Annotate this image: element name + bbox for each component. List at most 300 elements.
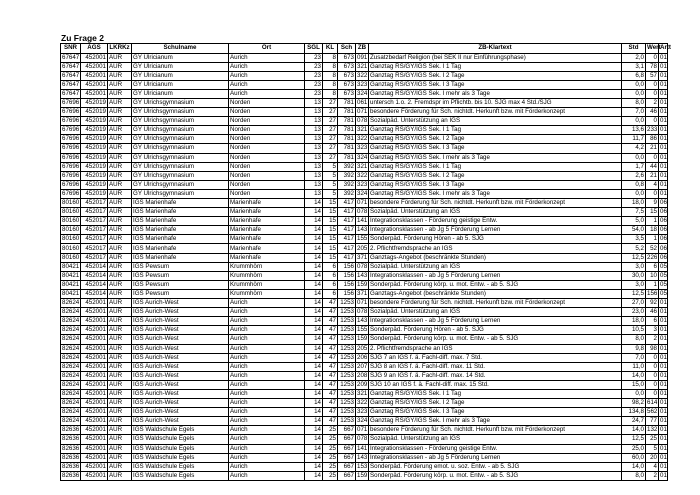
cell-schulname: IGS Aurich-West	[132, 353, 229, 362]
cell-kl: 47	[323, 326, 338, 335]
table-row	[61, 380, 668, 389]
cell-snr: 82624	[62, 335, 80, 343]
cell-ort: Aurich	[229, 417, 305, 426]
cell-lkrkz: AUR	[108, 89, 132, 98]
cell-kl: 47	[323, 380, 338, 389]
table-row	[61, 389, 668, 398]
cell-ort: Aurich	[229, 426, 305, 435]
cell-ort: Aurich	[229, 408, 305, 417]
cell-zb: 322	[357, 135, 368, 143]
cell-zb-klartext: untersch 1.o. 2. Fremdspr im Pflichtb. bis 10. SJG max 4 Std./SJG	[369, 98, 622, 107]
cell-sgl: 14	[305, 389, 323, 398]
cell-sch: 781	[338, 144, 356, 153]
cell-std: 0,0	[622, 117, 646, 126]
cell-snr: 82624	[62, 399, 80, 407]
cell-lkrkz: AUR	[108, 271, 132, 280]
cell-zb: 159	[357, 335, 368, 343]
cell-std: 30,0	[622, 271, 646, 280]
cell-zb-klartext: besondere Förderung für Sch. nichtdt. Herkunft bzw. mit Förderkonzept	[369, 199, 622, 208]
cell-zb: 141	[357, 444, 368, 452]
cell-schulname: IGS Aurich-West	[132, 417, 229, 426]
cell-artt: 01	[660, 390, 667, 398]
cell-artt: 05	[660, 280, 667, 288]
cell-ort: Aurich	[229, 80, 305, 89]
cell-schulname: GY Ulricianum	[132, 62, 229, 71]
cell-artt: 01	[660, 344, 667, 352]
cell-ags: 452017	[81, 217, 108, 226]
cell-lkrkz: AUR	[108, 308, 132, 317]
cell-kl: 5	[323, 189, 338, 198]
cell-artt: 01	[660, 380, 667, 388]
cell-schulname: GY Ulricianum	[132, 53, 229, 62]
cell-sgl: 14	[305, 326, 323, 335]
table-row	[61, 180, 668, 189]
cell-schulname: IGS Waldschule Egels	[132, 471, 229, 480]
cell-snr: 67696	[62, 162, 80, 170]
cell-ags: 452017	[81, 235, 108, 244]
cell-lkrkz: AUR	[108, 262, 132, 271]
cell-ort: Krummhörn	[229, 280, 305, 289]
cell-ags: 452001	[81, 435, 108, 444]
cell-zb-klartext: Ganztag RS/GY/IGS Sek. I 3 Tage	[369, 144, 622, 153]
cell-std: 0,0	[622, 153, 646, 162]
cell-zb: 208	[357, 371, 368, 379]
cell-ags: 452001	[81, 62, 108, 71]
table-row	[61, 71, 668, 80]
cell-sch: 417	[338, 253, 356, 262]
cell-snr: 67696	[62, 126, 80, 134]
cell-snr: 80421	[62, 271, 80, 279]
cell-zb: 371	[357, 289, 368, 297]
cell-schulname: IGS Marienhafe	[132, 253, 229, 262]
table-row	[61, 471, 668, 480]
cell-zb-klartext: SJG 9 an IGS f. ä. Fachl-diff. max. 14 Std.	[369, 371, 622, 380]
cell-wert: 0	[646, 389, 659, 398]
cell-std: 8,0	[622, 471, 646, 480]
cell-wert: 44	[646, 162, 659, 171]
cell-schulname: GY Ulrichsgymnasium	[132, 135, 229, 144]
cell-kl: 6	[323, 289, 338, 298]
cell-zb: 143	[357, 271, 368, 279]
cell-kl: 27	[323, 135, 338, 144]
column-header-artt: Artt	[660, 44, 671, 52]
cell-kl: 15	[323, 208, 338, 217]
cell-kl: 6	[323, 271, 338, 280]
cell-lkrkz: AUR	[108, 462, 132, 471]
cell-kl: 8	[323, 62, 338, 71]
cell-sgl: 14	[305, 226, 323, 235]
cell-sch: 1253	[338, 389, 356, 398]
cell-zb: 205	[357, 244, 368, 252]
cell-zb: 078	[357, 117, 368, 125]
cell-kl: 15	[323, 199, 338, 208]
cell-std: 24,7	[622, 417, 646, 426]
cell-zb-klartext: Ganztag RS/GY/IGS Sek. I 3 Tage	[369, 80, 622, 89]
cell-lkrkz: AUR	[108, 98, 132, 107]
cell-artt: 01	[660, 426, 667, 434]
cell-zb: 323	[357, 80, 368, 88]
cell-kl: 15	[323, 235, 338, 244]
cell-schulname: IGS Aurich-West	[132, 326, 229, 335]
cell-artt: 05	[660, 262, 667, 270]
table-row	[61, 289, 668, 298]
column-header-wert: Wert	[647, 44, 661, 52]
cell-zb-klartext: Ganztag RS/GY/IGS Sek. I 3 Tage	[369, 408, 622, 417]
cell-ort: Norden	[229, 171, 305, 180]
cell-wert: 0	[646, 353, 659, 362]
cell-snr: 82624	[62, 344, 80, 352]
cell-artt: 01	[660, 326, 667, 334]
cell-lkrkz: AUR	[108, 153, 132, 162]
cell-schulname: GY Ulrichsgymnasium	[132, 162, 229, 171]
cell-wert: 52	[646, 244, 659, 253]
cell-zb-klartext: Sonderpäd. Förderung körp. u. mot. Entw. - ab 5. SJG	[369, 471, 622, 480]
cell-sch: 417	[338, 199, 356, 208]
cell-sgl: 13	[305, 144, 323, 153]
cell-std: 3,5	[622, 235, 646, 244]
cell-artt: 01	[660, 435, 667, 443]
cell-ags: 452001	[81, 317, 108, 326]
cell-std: 5,2	[622, 244, 646, 253]
cell-zb: 324	[357, 153, 368, 161]
column-header-ort: Ort	[229, 44, 305, 54]
cell-schulname: IGS Marienhafe	[132, 244, 229, 253]
cell-snr: 80160	[62, 235, 80, 243]
cell-snr: 67696	[62, 189, 80, 197]
cell-schulname: GY Ulrichsgymnasium	[132, 98, 229, 107]
cell-wert: 46	[646, 308, 659, 317]
cell-std: 9,8	[622, 344, 646, 353]
cell-sch: 156	[338, 262, 356, 271]
cell-ags: 452017	[81, 226, 108, 235]
cell-zb-klartext: Sonderpäd. Förderung Hören - ab 5. SJG	[369, 326, 622, 335]
cell-ags: 452019	[81, 162, 108, 171]
cell-lkrkz: AUR	[108, 335, 132, 344]
cell-snr: 82624	[62, 380, 80, 388]
cell-sgl: 23	[305, 53, 323, 62]
cell-std: 14,0	[622, 371, 646, 380]
cell-schulname: IGS Marienhafe	[132, 217, 229, 226]
cell-schulname: GY Ulrichsgymnasium	[132, 153, 229, 162]
cell-lkrkz: AUR	[108, 189, 132, 198]
cell-ort: Aurich	[229, 353, 305, 362]
cell-ort: Aurich	[229, 317, 305, 326]
cell-artt: 01	[660, 80, 667, 88]
cell-artt: 01	[660, 408, 667, 416]
cell-zb: 205	[357, 344, 368, 352]
cell-kl: 6	[323, 262, 338, 271]
cell-schulname: IGS Waldschule Egels	[132, 453, 229, 462]
cell-kl: 25	[323, 444, 338, 453]
cell-kl: 5	[323, 162, 338, 171]
table-row	[61, 199, 668, 208]
cell-ort: Marienhafe	[229, 199, 305, 208]
cell-lkrkz: AUR	[108, 253, 132, 262]
cell-std: 8,0	[622, 98, 646, 107]
cell-zb: 071	[357, 299, 368, 307]
cell-zb: 078	[357, 308, 368, 316]
cell-artt: 01	[660, 144, 667, 152]
cell-ort: Aurich	[229, 380, 305, 389]
cell-std: 14,0	[622, 426, 646, 435]
table-row	[61, 299, 668, 308]
table-row	[61, 162, 668, 171]
cell-snr: 82624	[62, 390, 80, 398]
cell-snr: 67696	[62, 135, 80, 143]
cell-artt: 01	[660, 444, 667, 452]
table-row	[61, 444, 668, 453]
table-row	[61, 362, 668, 371]
column-header-ags: AGS	[81, 44, 108, 54]
cell-lkrkz: AUR	[108, 71, 132, 80]
cell-sch: 667	[338, 471, 356, 480]
cell-ags: 452019	[81, 171, 108, 180]
cell-std: 0,0	[622, 389, 646, 398]
cell-ags: 452019	[81, 180, 108, 189]
cell-ort: Aurich	[229, 344, 305, 353]
cell-ags: 452001	[81, 71, 108, 80]
cell-artt: 01	[660, 153, 667, 161]
cell-zb: 143	[357, 226, 368, 234]
cell-kl: 27	[323, 126, 338, 135]
cell-sgl: 14	[305, 462, 323, 471]
table-row	[61, 308, 668, 317]
cell-zb: 153	[357, 462, 368, 470]
cell-std: 1,7	[622, 162, 646, 171]
cell-ort: Aurich	[229, 89, 305, 98]
cell-schulname: IGS Waldschule Egels	[132, 426, 229, 435]
table-row	[61, 117, 668, 126]
cell-lkrkz: AUR	[108, 208, 132, 217]
table-row	[61, 335, 668, 344]
cell-wert: 25	[646, 435, 659, 444]
cell-ags: 452001	[81, 335, 108, 344]
cell-zb: 071	[357, 426, 368, 434]
cell-sch: 667	[338, 462, 356, 471]
column-header-kl: KL	[323, 44, 338, 54]
cell-sch: 673	[338, 62, 356, 71]
cell-wert: 1	[646, 235, 659, 244]
cell-snr: 82624	[62, 408, 80, 416]
cell-wert: 156	[647, 289, 658, 297]
table-row	[61, 271, 668, 280]
cell-zb-klartext: Ganztag RS/GY/IGS Sek. I 2 Tage	[369, 135, 622, 144]
cell-zb-klartext: Ganztags-Angebot (beschränkte Stunden)	[369, 289, 622, 298]
cell-ags: 452001	[81, 362, 108, 371]
cell-artt: 05	[660, 271, 667, 279]
cell-snr: 82636	[62, 462, 80, 470]
cell-sgl: 23	[305, 62, 323, 71]
cell-ort: Norden	[229, 98, 305, 107]
cell-sgl: 14	[305, 353, 323, 362]
column-header-lkrkz: LKRKz	[109, 44, 130, 52]
cell-schulname: IGS Aurich-West	[132, 408, 229, 417]
cell-sgl: 14	[305, 280, 323, 289]
cell-std: 12,5	[622, 289, 646, 298]
cell-lkrkz: AUR	[108, 289, 132, 298]
cell-schulname: GY Ulrichsgymnasium	[132, 189, 229, 198]
cell-schulname: IGS Aurich-West	[132, 335, 229, 344]
cell-kl: 8	[323, 80, 338, 89]
cell-artt: 06	[660, 244, 667, 252]
table-row	[61, 317, 668, 326]
cell-zb-klartext: Ganztags-Angebot (beschränkte Stunden)	[369, 253, 622, 262]
cell-zb-klartext: Zusatzbedarf Religion (bei SEK II nur Einführungsphase)	[369, 53, 622, 62]
cell-zb-klartext: Ganztag RS/GY/IGS Sek. I 2 Tage	[369, 171, 622, 180]
cell-kl: 47	[323, 344, 338, 353]
cell-schulname: GY Ulrichsgymnasium	[132, 144, 229, 153]
cell-snr: 67647	[62, 53, 80, 61]
cell-schulname: GY Ulrichsgymnasium	[132, 171, 229, 180]
cell-sgl: 14	[305, 308, 323, 317]
cell-zb: 143	[357, 453, 368, 461]
cell-lkrkz: AUR	[108, 280, 132, 289]
cell-artt: 06	[660, 217, 667, 225]
cell-std: 15,0	[622, 380, 646, 389]
cell-ags: 452001	[81, 344, 108, 353]
cell-zb-klartext: Ganztag RS/GY/IGS Sek. I mehr als 3 Tage	[369, 189, 622, 198]
cell-schulname: IGS Waldschule Egels	[132, 444, 229, 453]
cell-kl: 5	[323, 180, 338, 189]
cell-kl: 27	[323, 153, 338, 162]
cell-schulname: IGS Waldschule Egels	[132, 462, 229, 471]
cell-wert: 562	[647, 408, 658, 416]
cell-sgl: 13	[305, 153, 323, 162]
cell-sgl: 13	[305, 162, 323, 171]
cell-zb-klartext: Ganztag RS/GY/IGS Sek. I 1 Tag	[369, 62, 622, 71]
cell-snr: 80160	[62, 217, 80, 225]
cell-snr: 67696	[62, 171, 80, 179]
cell-wert: 4	[646, 462, 659, 471]
cell-artt: 06	[660, 226, 667, 234]
table-row	[61, 171, 668, 180]
cell-sch: 781	[338, 117, 356, 126]
cell-sch: 1253	[338, 326, 356, 335]
cell-ags: 452001	[81, 380, 108, 389]
cell-snr: 82624	[62, 326, 80, 334]
cell-ags: 452001	[81, 353, 108, 362]
cell-ort: Marienhafe	[229, 244, 305, 253]
cell-ort: Aurich	[229, 362, 305, 371]
cell-zb-klartext: Ganztag RS/GY/IGS Sek. I 2 Tage	[369, 71, 622, 80]
cell-artt: 01	[660, 126, 667, 134]
cell-zb: 155	[357, 326, 368, 334]
cell-sch: 673	[338, 89, 356, 98]
cell-sgl: 14	[305, 335, 323, 344]
cell-wert: 9	[646, 199, 659, 208]
cell-zb: 155	[357, 235, 368, 243]
cell-snr: 82636	[62, 426, 80, 434]
cell-lkrkz: AUR	[108, 362, 132, 371]
cell-artt: 01	[660, 308, 667, 316]
cell-wert: 0	[646, 89, 659, 98]
cell-ort: Norden	[229, 108, 305, 117]
cell-sgl: 14	[305, 262, 323, 271]
cell-wert: 57	[646, 71, 659, 80]
cell-zb: 322	[357, 399, 368, 407]
cell-snr: 80160	[62, 208, 80, 216]
cell-artt: 01	[660, 62, 667, 70]
cell-zb-klartext: 2. Pflichtfremdsprache an IGS	[369, 344, 622, 353]
cell-sgl: 14	[305, 289, 323, 298]
cell-sch: 417	[338, 226, 356, 235]
cell-lkrkz: AUR	[108, 53, 132, 62]
cell-ags: 452001	[81, 417, 108, 426]
cell-wert: 46	[646, 108, 659, 117]
cell-wert: 92	[646, 299, 659, 308]
cell-std: 54,0	[622, 226, 646, 235]
cell-schulname: IGS Waldschule Egels	[132, 435, 229, 444]
cell-lkrkz: AUR	[108, 199, 132, 208]
cell-lkrkz: AUR	[108, 426, 132, 435]
cell-snr: 82624	[62, 353, 80, 361]
cell-sgl: 14	[305, 199, 323, 208]
cell-zb: 322	[357, 71, 368, 79]
cell-zb-klartext: Integrationsklassen - ab Jg 5 Förderung Lernen	[369, 453, 622, 462]
cell-zb: 091	[357, 53, 368, 61]
cell-zb: 321	[357, 126, 368, 134]
table-row	[61, 262, 668, 271]
cell-sch: 392	[338, 189, 356, 198]
cell-std: 13,6	[622, 126, 646, 135]
cell-artt: 01	[660, 335, 667, 343]
table-row	[61, 80, 668, 89]
cell-wert: 78	[646, 62, 659, 71]
cell-ags: 452001	[81, 444, 108, 453]
cell-schulname: GY Ulrichsgymnasium	[132, 180, 229, 189]
cell-wert: 0	[646, 362, 659, 371]
table-row	[61, 189, 668, 198]
cell-lkrkz: AUR	[108, 444, 132, 453]
cell-artt: 01	[660, 462, 667, 470]
cell-sch: 781	[338, 153, 356, 162]
cell-kl: 25	[323, 435, 338, 444]
cell-kl: 6	[323, 280, 338, 289]
cell-lkrkz: AUR	[108, 417, 132, 426]
table-row	[61, 244, 668, 253]
cell-snr: 67696	[62, 180, 80, 188]
cell-kl: 47	[323, 335, 338, 344]
cell-artt: 01	[660, 108, 667, 116]
cell-zb: 071	[357, 199, 368, 207]
cell-schulname: IGS Marienhafe	[132, 199, 229, 208]
cell-ort: Aurich	[229, 299, 305, 308]
cell-schulname: IGS Aurich-West	[132, 317, 229, 326]
cell-schulname: GY Ulricianum	[132, 80, 229, 89]
cell-sch: 417	[338, 244, 356, 253]
cell-sgl: 13	[305, 98, 323, 107]
cell-wert: 4	[646, 180, 659, 189]
cell-kl: 47	[323, 371, 338, 380]
cell-zb-klartext: Integrationsklassen - ab Jg 5 Förderung Lernen	[369, 226, 622, 235]
cell-lkrkz: AUR	[108, 80, 132, 89]
cell-sch: 667	[338, 453, 356, 462]
cell-ags: 452001	[81, 389, 108, 398]
cell-sch: 1253	[338, 308, 356, 317]
cell-sch: 1253	[338, 362, 356, 371]
column-header-sch: Sch	[338, 44, 356, 54]
column-header-snr: SNR	[61, 44, 81, 54]
cell-ags: 452001	[81, 462, 108, 471]
cell-zb: 324	[357, 189, 368, 197]
cell-wert: 86	[646, 135, 659, 144]
cell-sch: 1253	[338, 299, 356, 308]
cell-artt: 01	[660, 417, 667, 425]
cell-ags: 452019	[81, 153, 108, 162]
cell-ags: 452001	[81, 371, 108, 380]
cell-sch: 667	[338, 444, 356, 453]
cell-snr: 80421	[62, 289, 80, 297]
